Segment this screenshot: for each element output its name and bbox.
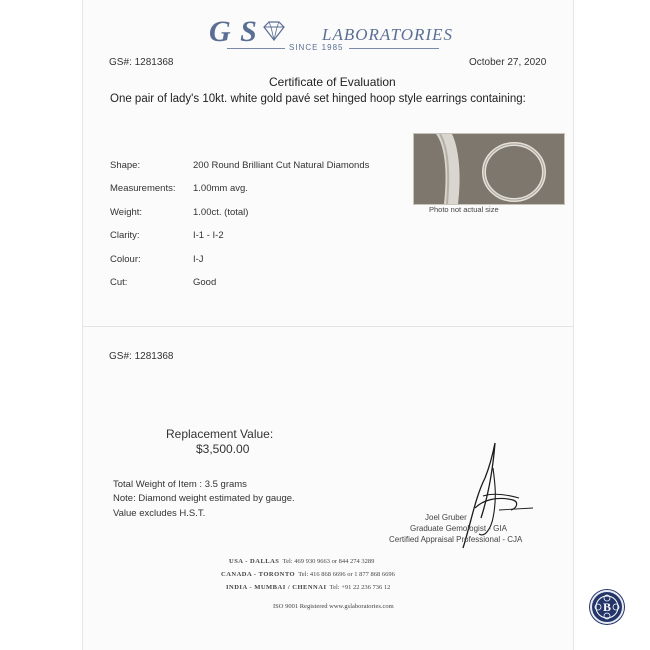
gs-number-lower: GS#: 1281368 xyxy=(109,351,174,362)
replacement-value: $3,500.00 xyxy=(196,442,250,456)
footer-location xyxy=(221,571,395,578)
badge-letter: B xyxy=(602,600,612,614)
badge-ornament xyxy=(592,592,622,622)
earring-photo xyxy=(413,133,565,205)
fold-line xyxy=(83,326,573,327)
earring-image xyxy=(414,134,564,204)
diamond-icon xyxy=(261,21,287,41)
signer-credential: Certified Appraisal Professional - CJA xyxy=(389,535,523,544)
detail-value: 1.00ct. (total) xyxy=(193,207,249,218)
detail-value: 200 Round Brilliant Cut Natural Diamonds xyxy=(193,160,370,171)
footer-iso: ISO 9001 Registered www.gslaboratories.com xyxy=(273,603,394,610)
signer-title: Graduate Gemologist - GIA xyxy=(410,524,507,533)
weight-note: Note: Diamond weight estimated by gauge. xyxy=(113,493,295,504)
brand-mark: G S xyxy=(209,15,258,48)
detail-value: I-1 - I-2 xyxy=(193,230,224,241)
brand-badge-icon[interactable] xyxy=(590,590,624,624)
detail-label: Colour: xyxy=(110,254,141,265)
detail-label: Measurements: xyxy=(110,183,176,194)
footer-region: CANADA - TORONTO xyxy=(221,571,296,578)
detail-label: Shape: xyxy=(110,160,141,171)
footer-location xyxy=(226,584,390,591)
detail-label: Clarity: xyxy=(110,230,140,241)
item-description: One pair of lady's 10kt. white gold pavé set hinged hoop style earrings containing: xyxy=(110,93,526,105)
detail-value: 1.00mm avg. xyxy=(193,183,248,194)
gs-number: GS#: 1281368 xyxy=(109,57,174,68)
footer-location xyxy=(229,558,374,565)
photo-caption: Photo not actual size xyxy=(429,205,499,214)
detail-label: Cut: xyxy=(110,277,128,288)
total-weight: Total Weight of Item : 3.5 grams xyxy=(113,479,247,490)
certificate xyxy=(82,0,574,650)
replacement-label: Replacement Value: xyxy=(166,427,274,441)
since-rule-right xyxy=(349,48,439,49)
since-text: SINCE 1985 xyxy=(289,43,344,52)
since-rule-left xyxy=(227,48,285,49)
brand-name: LABORATORIES xyxy=(322,25,453,44)
tax-note: Value excludes H.S.T. xyxy=(113,508,206,519)
footer-region: USA - DALLAS xyxy=(229,558,280,565)
footer-phones: Tel: 416 868 6696 or 1 877 868 6696 xyxy=(298,571,395,578)
signer-name: Joel Gruber xyxy=(425,513,467,522)
footer-phones: Tel: 469 930 9663 or 844 274 3289 xyxy=(282,558,375,565)
certificate-title: Certificate of Evaluation xyxy=(269,75,396,89)
footer-phones: Tel: +91 22 236 736 12 xyxy=(329,584,391,591)
detail-value: I-J xyxy=(193,254,204,265)
detail-label: Weight: xyxy=(110,207,143,218)
detail-value: Good xyxy=(193,277,217,288)
certificate-date: October 27, 2020 xyxy=(469,57,547,68)
footer-region: INDIA - MUMBAI / CHENNAI xyxy=(226,584,327,591)
brand-logo xyxy=(209,15,453,52)
